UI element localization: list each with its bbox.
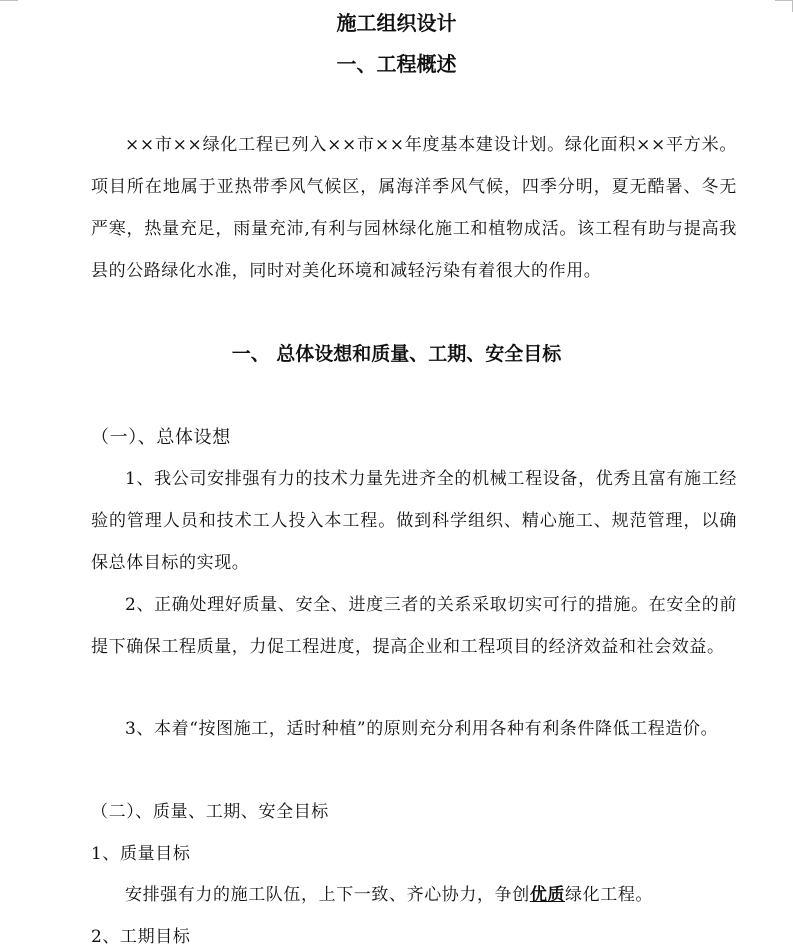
section-overview-heading: 一、工程概述 (336, 52, 457, 76)
quality-target-heading: 1、质量目标 (91, 844, 191, 864)
document-title: 施工组织设计 (336, 11, 457, 35)
quality-text-after: 绿化工程。 (565, 885, 654, 905)
plan-item-1: 1、我公司安排强有力的技术力量先进齐全的机械工程设备，优秀且富有施工经验的管理人员和技术工人投入本工程。做到科学组织、精心施工、规范管理，以确保总体目标的实现。 (91, 469, 737, 573)
overview-paragraph: ××市××绿化工程已列入××市××年度基本建设计划。绿化面积××平方米。项目所在地属于亚热带季风气候区，属海洋季风气候，四季分明，夏无酷暑、冬无严寒，热量充足，雨量充沛,有利与园林绿化施工和植物成活。该工程有助与提高我县的公路绿化水准，同时对美化环境和减轻污染有着很大的作用。 (91, 135, 737, 281)
quality-target-text (91, 874, 737, 916)
quality-emphasis: 优质 (529, 885, 566, 905)
plan-item-3: 3、本着“按图施工，适时种植”的原则充分利用各种有利条件降低工程造价。 (125, 719, 719, 739)
sub-heading-overall-plan: （一）、总体设想 (91, 427, 231, 448)
schedule-target-heading: 2、工期目标 (91, 927, 191, 947)
sub-heading-targets: （二）、质量、工期、安全目标 (91, 802, 329, 822)
plan-item-2: 2、正确处理好质量、安全、进度三者的关系采取切实可行的措施。在安全的前提下确保工程质量，力促工程进度，提高企业和工程项目的经济效益和社会效益。 (91, 595, 737, 657)
quality-text-before: 安排强有力的施工队伍，上下一致、齐心协力，争创 (125, 885, 530, 905)
section-goals-heading: 一、 总体设想和质量、工期、安全目标 (231, 343, 562, 365)
